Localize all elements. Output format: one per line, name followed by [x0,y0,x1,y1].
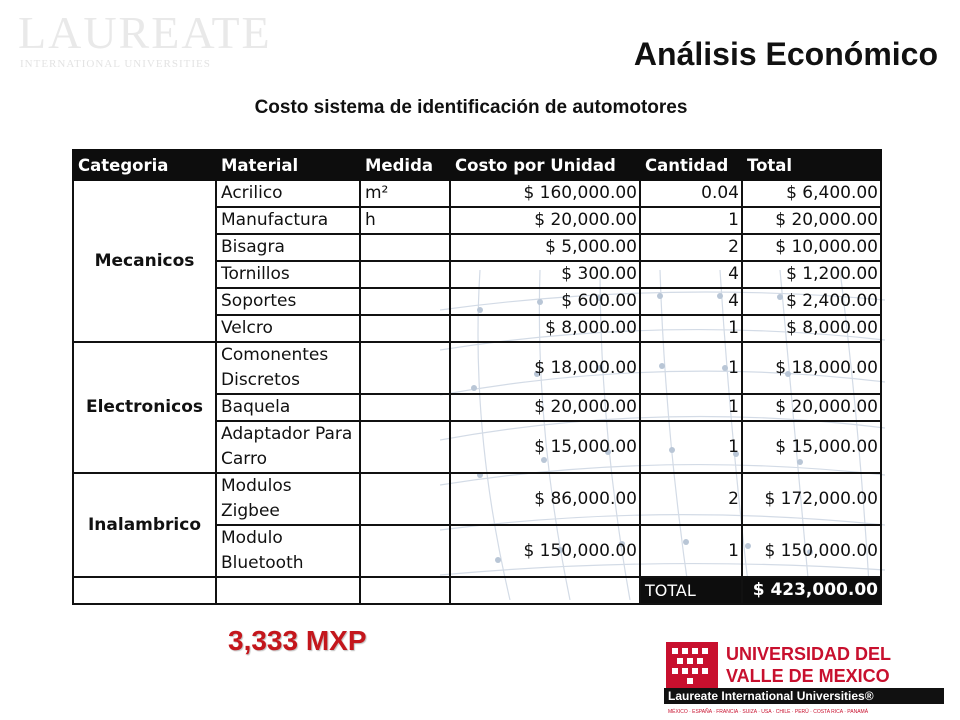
total-cell: $ 2,400.00 [742,288,881,315]
costo-cell: $ 20,000.00 [450,207,640,234]
uvm-emblem-icon [666,642,718,688]
cantidad-cell: 4 [640,261,742,288]
cantidad-cell: 1 [640,315,742,342]
material-cell: Bisagra [216,234,360,261]
costo-cell: $ 20,000.00 [450,394,640,421]
medida-cell [360,342,450,394]
total-cell: $ 150,000.00 [742,525,881,577]
material-line: Adaptador Para [221,424,353,444]
uvm-logo [660,638,948,718]
material-cell [216,342,360,394]
costo-cell: $ 5,000.00 [450,234,640,261]
medida-cell [360,288,450,315]
table-row [73,473,881,525]
total-cell: $ 1,200.00 [742,261,881,288]
uvm-name-line2: VALLE DE MEXICO [726,666,890,686]
cost-table [72,149,882,605]
column-header-categoria: Categoria [73,150,216,180]
page-subtitle: Costo sistema de identificación de automotores [254,97,688,118]
medida-cell [360,261,450,288]
laureate-wordmark: LAUREATE [18,7,272,58]
costo-cell: $ 18,000.00 [450,342,640,394]
material-cell: Baquela [216,394,360,421]
medida-cell [360,315,450,342]
cantidad-cell: 1 [640,394,742,421]
uvm-countries-line: MÉXICO · ESPAÑA · FRANCIA · SUIZA · USA · CHILE · PERÚ · COSTA RICA · PANAMÁ [668,709,869,715]
costo-cell: $ 8,000.00 [450,315,640,342]
total-value: $ 423,000.00 [742,577,881,604]
material-line: Comonentes [221,345,329,365]
material-cell [216,473,360,525]
material-line: Modulos [221,476,292,496]
total-cell: $ 172,000.00 [742,473,881,525]
column-header-material: Material [216,150,360,180]
cantidad-cell: 1 [640,342,742,394]
column-header-cantidad: Cantidad [640,150,742,180]
costo-cell: $ 160,000.00 [450,180,640,207]
cantidad-cell: 1 [640,525,742,577]
table-row [73,342,881,394]
empty-cell [216,577,360,604]
material-line: Zigbee [221,501,280,521]
material-line: Carro [221,449,267,469]
table-header-row [73,150,881,180]
costo-cell: $ 86,000.00 [450,473,640,525]
total-cell: $ 6,400.00 [742,180,881,207]
total-cell: $ 18,000.00 [742,342,881,394]
material-line: Bluetooth [221,553,304,573]
category-cell: Inalambrico [73,473,216,577]
costo-cell: $ 150,000.00 [450,525,640,577]
medida-cell [360,234,450,261]
cantidad-cell: 0.04 [640,180,742,207]
uvm-name-line1: UNIVERSIDAD DEL [726,644,892,664]
empty-cell [360,577,450,604]
total-label: TOTAL [640,577,742,604]
costo-cell: $ 300.00 [450,261,640,288]
medida-cell: h [360,207,450,234]
medida-cell [360,473,450,525]
material-line: Modulo [221,528,283,548]
medida-cell [360,421,450,473]
medida-cell [360,525,450,577]
empty-cell [450,577,640,604]
medida-cell: m² [360,180,450,207]
total-row [73,577,881,604]
medida-cell [360,394,450,421]
total-cell: $ 8,000.00 [742,315,881,342]
uvm-laureate-line: Laureate International Universities® [668,689,874,703]
material-line: Discretos [221,370,301,390]
cantidad-cell: 4 [640,288,742,315]
material-cell [216,421,360,473]
material-cell: Acrilico [216,180,360,207]
mxp-amount: 3,333 MXP [228,625,367,656]
costo-cell: $ 15,000.00 [450,421,640,473]
empty-cell [73,577,216,604]
category-cell: Mecanicos [73,180,216,342]
costo-cell: $ 600.00 [450,288,640,315]
cantidad-cell: 2 [640,473,742,525]
cantidad-cell: 1 [640,207,742,234]
laureate-watermark-logo [18,7,272,70]
cantidad-cell: 2 [640,234,742,261]
category-cell: Electronicos [73,342,216,473]
column-header-medida: Medida [360,150,450,180]
total-cell: $ 10,000.00 [742,234,881,261]
material-cell: Velcro [216,315,360,342]
cantidad-cell: 1 [640,421,742,473]
column-header-costo-por-unidad: Costo por Unidad [450,150,640,180]
material-cell: Tornillos [216,261,360,288]
total-cell: $ 20,000.00 [742,207,881,234]
page-title: Análisis Económico [633,36,938,72]
material-cell: Manufactura [216,207,360,234]
total-cell: $ 20,000.00 [742,394,881,421]
laureate-subtitle: INTERNATIONAL UNIVERSITIES [20,58,211,70]
table-row [73,180,881,207]
material-cell: Soportes [216,288,360,315]
material-cell [216,525,360,577]
column-header-total: Total [742,150,881,180]
total-cell: $ 15,000.00 [742,421,881,473]
